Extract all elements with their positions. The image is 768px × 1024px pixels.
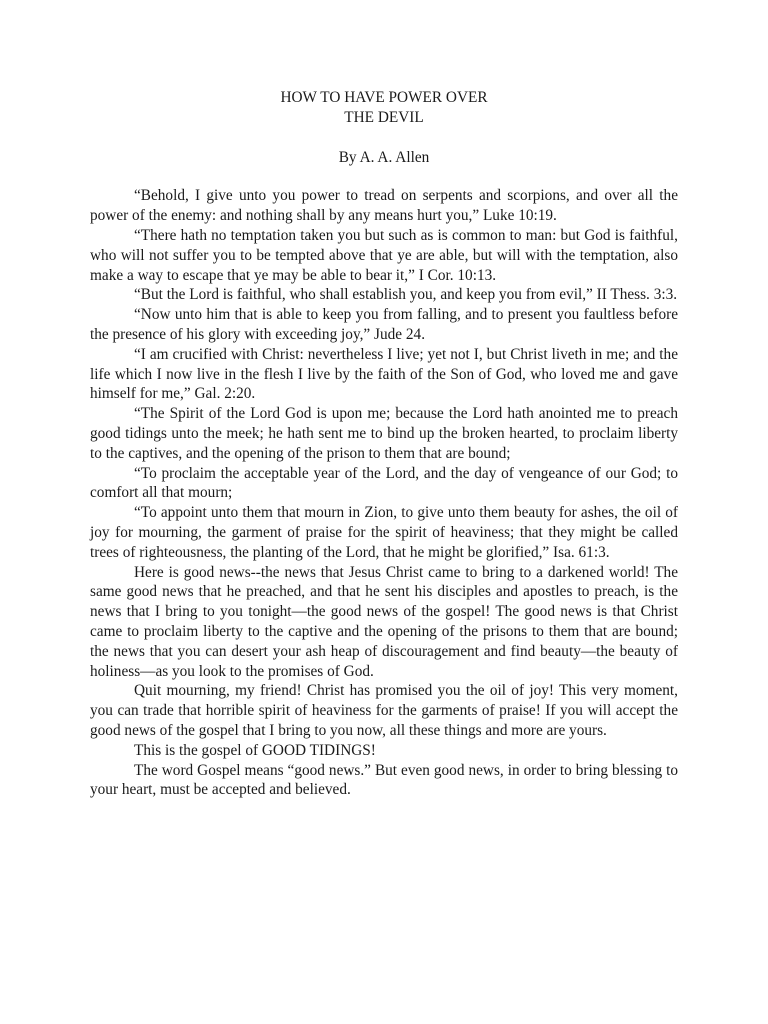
- paragraph-gospel-good-tidings: This is the gospel of GOOD TIDINGS!: [134, 741, 376, 759]
- document-page: [90, 88, 678, 800]
- paragraph-2-thess-3-3: “But the Lord is faithful, who shall establish you, and keep you from evil,” II Thess. 3:3.: [134, 286, 678, 304]
- title-line-2: THE DEVIL: [344, 108, 424, 126]
- author-byline: By A. A. Allen: [338, 148, 430, 166]
- paragraph-jude-24: “Now unto him that is able to keep you from falling, and to present you faultless before the presence of his glory with exceeding joy,” Jude 24.: [90, 306, 678, 343]
- paragraph-quit-mourning: Quit mourning, my friend! Christ has promised you the oil of joy! This very moment, you can trade that horrible spirit of heaviness for the garments of praise! If you will accept the good news of the gospel that I bring to you now, all these things and more are yours.: [90, 682, 678, 739]
- paragraph-luke-10-19: “Behold, I give unto you power to tread on serpents and scorpions, and over all the power of the enemy: and nothing shall by any means hurt you,” Luke 10:19.: [90, 187, 678, 225]
- paragraph-isa-61-1: “The Spirit of the Lord God is upon me; because the Lord hath anointed me to preach good tidings unto the meek; he hath sent me to bind up the broken hearted, to proclaim liberty to the captives, and the opening of the prison to them that are bound;: [90, 405, 678, 462]
- paragraph-isa-61-2: “To proclaim the acceptable year of the Lord, and the day of vengeance of our God; to comfort all that mourn;: [90, 464, 678, 502]
- paragraph-isa-61-3: “To appoint unto them that mourn in Zion, to give unto them beauty for ashes, the oil of joy for mourning, the garment of praise for the spirit of heaviness; that they might be called trees of righteousness, the planting of the Lord, that he might be glorified,” Isa. 61:3.: [90, 504, 678, 561]
- document-title: [90, 88, 678, 128]
- paragraph-1-cor-10-13: “There hath no temptation taken you but such as is common to man: but God is faithful, who will not suffer you to be tempted above that ye are able, but will with the temptation, also make a way to escape that ye may be able to bear it,” I Cor. 10:13.: [90, 226, 678, 284]
- paragraph-gal-2-20: “I am crucified with Christ: nevertheless I live; yet not I, but Christ liveth in me; and the life which I now live in the flesh I live by the faith of the Son of God, who loved me and gave himself for me,” Gal. 2:20.: [90, 345, 678, 403]
- title-line-1: HOW TO HAVE POWER OVER: [280, 89, 488, 106]
- paragraph-gospel-meaning: The word Gospel means “good news.” But even good news, in order to bring blessing to your heart, must be accepted and believed.: [90, 761, 678, 799]
- paragraph-good-news: Here is good news--the news that Jesus Christ came to bring to a darkened world! The same good news that he preached, and that he sent his disciples and apostles to preach, is the news that I bring to you tonight—the good news of the gospel! The good news is that Christ came to proclaim liberty to the captive and the opening of the prisons to them that are bound; the news that you can desert your ash heap of discouragement and find beauty—the beauty of holiness—as you look to the promises of God.: [90, 563, 678, 680]
